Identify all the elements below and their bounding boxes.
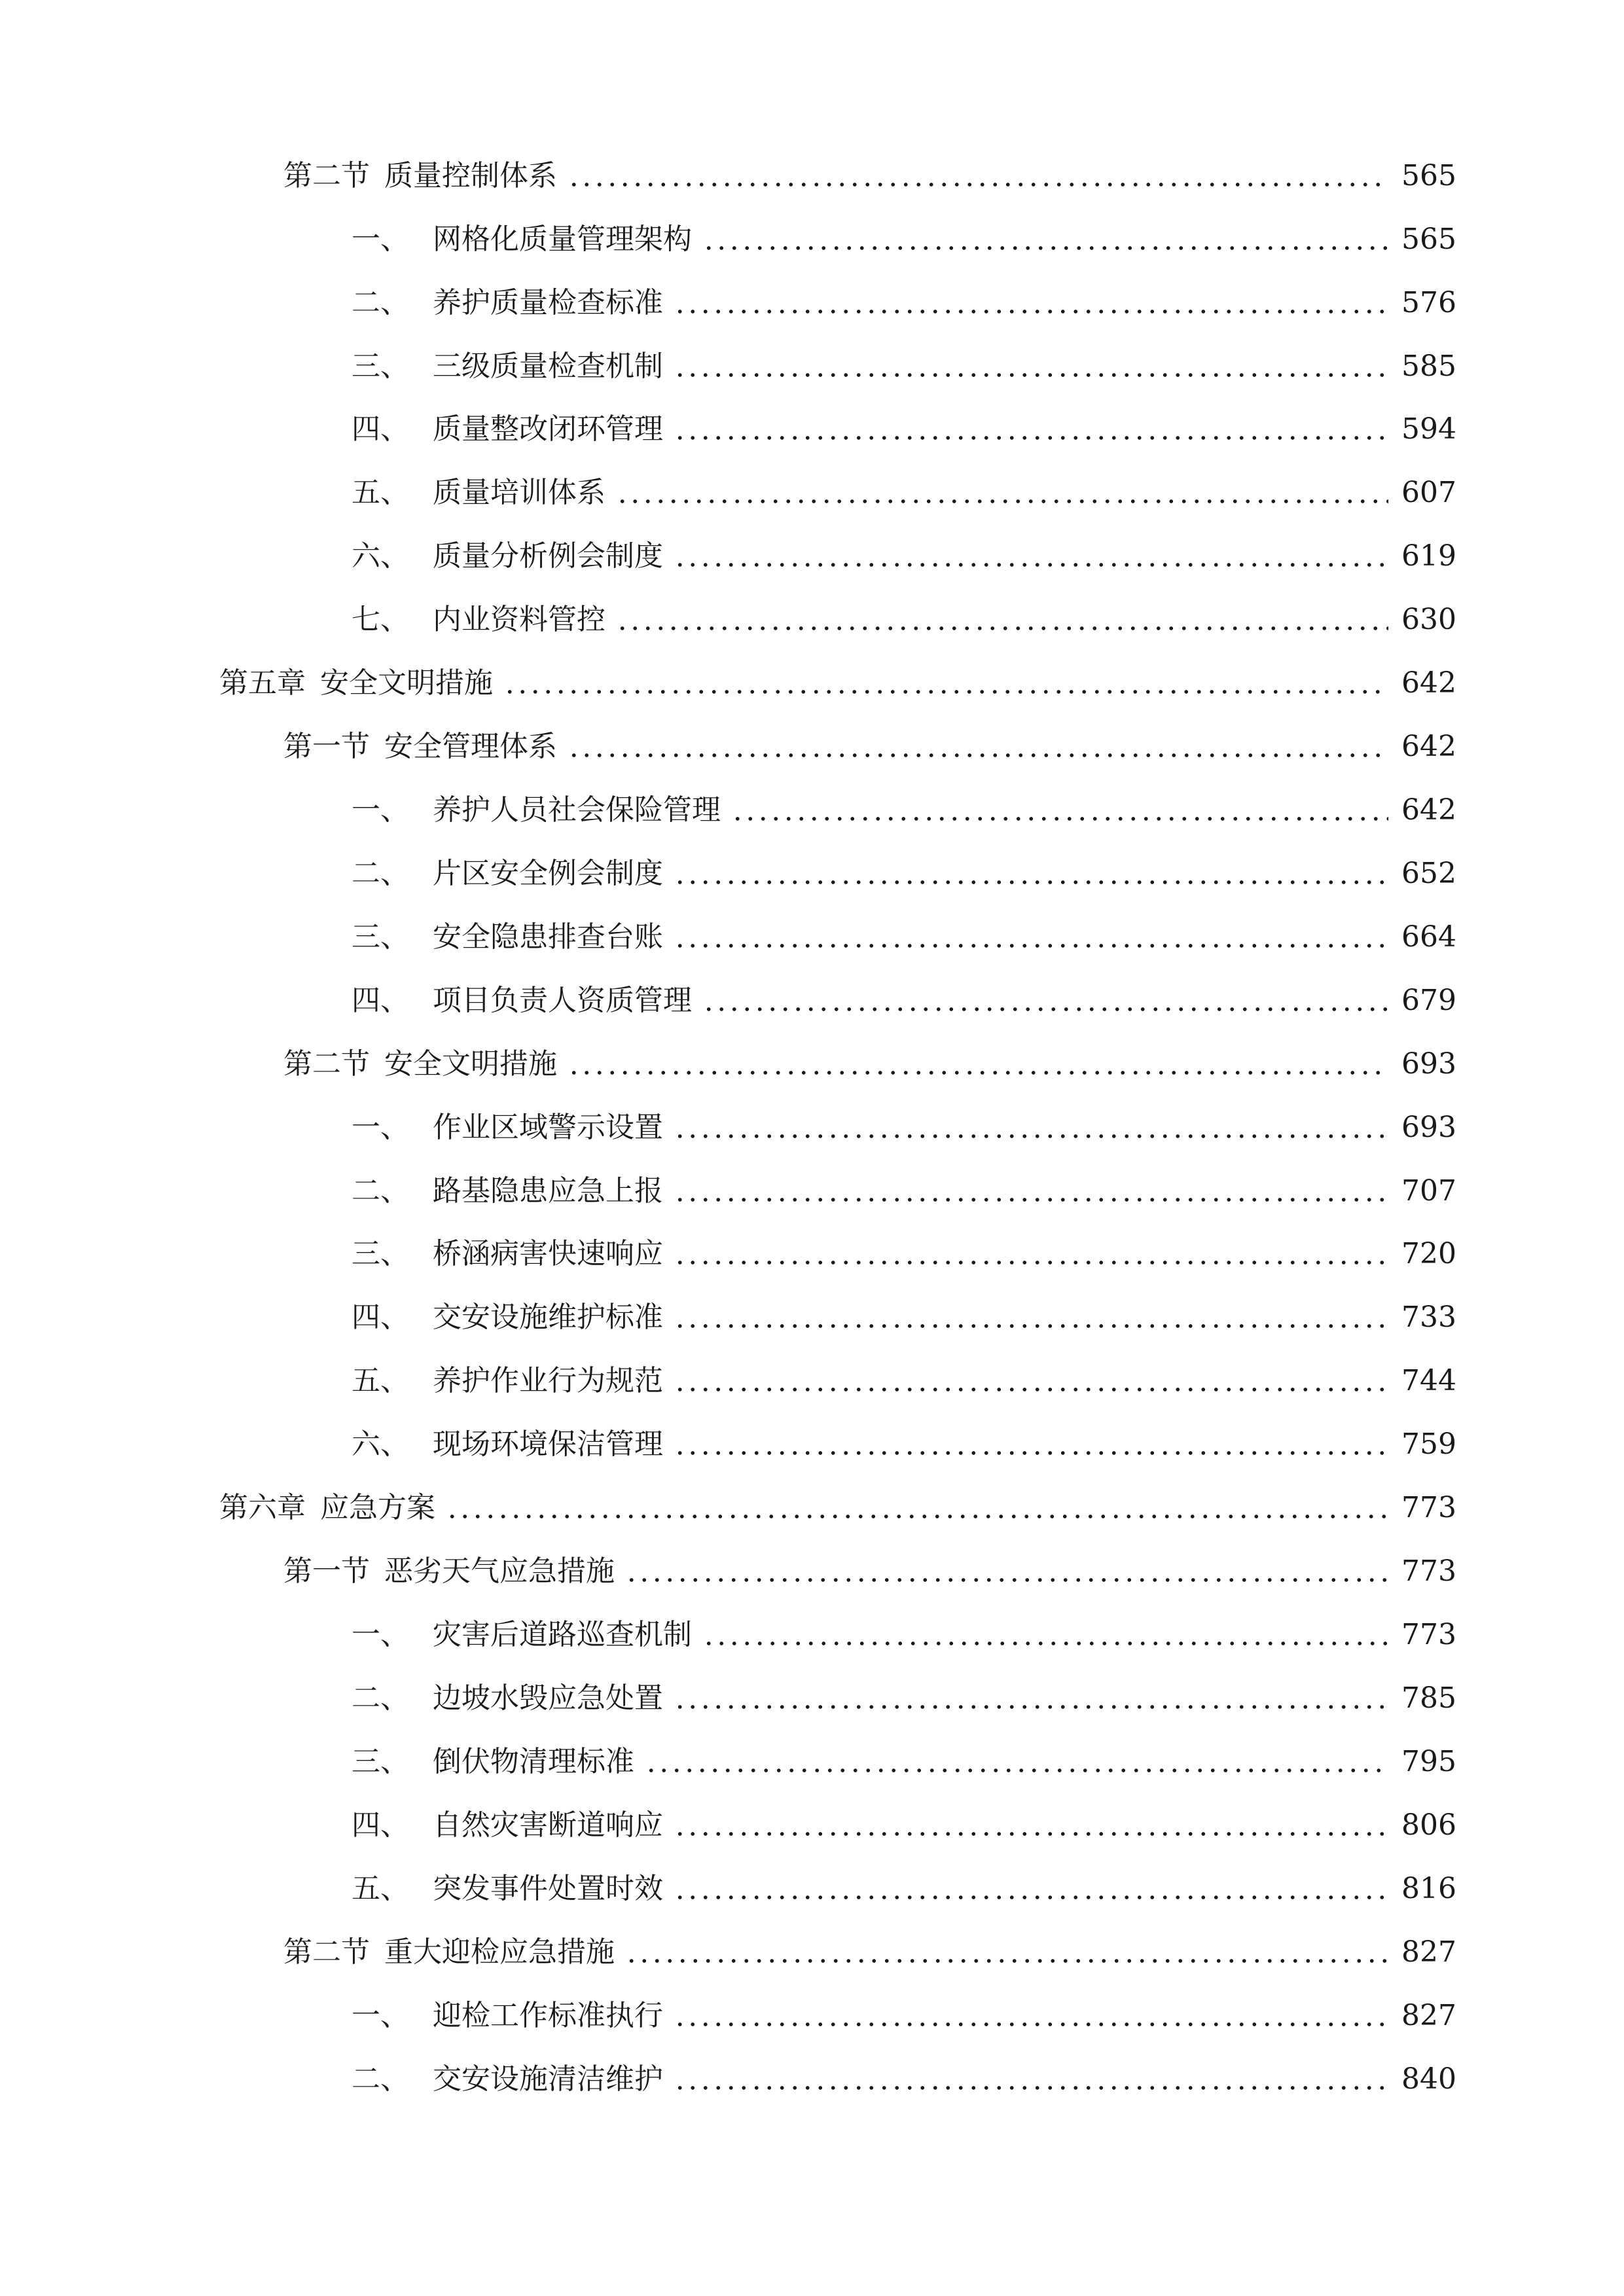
toc-title: 养护质量检查标准 bbox=[433, 286, 663, 319]
toc-item-entry[interactable] bbox=[0, 1168, 1456, 1215]
dot-leader bbox=[503, 690, 1388, 694]
toc-title: 安全隐患排查台账 bbox=[433, 920, 663, 954]
toc-title: 恶劣天气应急措施 bbox=[384, 1554, 615, 1588]
dot-leader bbox=[674, 1324, 1388, 1328]
toc-number: 六、 bbox=[352, 1427, 409, 1461]
dot-leader bbox=[446, 1515, 1388, 1518]
toc-title: 突发事件处置时效 bbox=[433, 1872, 663, 1905]
toc-title: 安全文明措施 bbox=[320, 666, 493, 700]
toc-item-entry[interactable] bbox=[0, 596, 1456, 643]
toc-page-number: 733 bbox=[1401, 1300, 1456, 1334]
dot-leader bbox=[674, 436, 1388, 440]
toc-number: 三、 bbox=[352, 350, 409, 383]
toc-number: 三、 bbox=[352, 1745, 409, 1778]
toc-page-number: 720 bbox=[1401, 1237, 1456, 1270]
toc-number: 一、 bbox=[352, 1999, 409, 2032]
toc-page-number: 642 bbox=[1401, 666, 1456, 700]
toc-number: 二、 bbox=[352, 286, 409, 319]
toc-title: 现场环境保洁管理 bbox=[433, 1427, 663, 1461]
dot-leader bbox=[702, 246, 1388, 250]
toc-title: 交安设施维护标准 bbox=[433, 1300, 663, 1334]
toc-item-entry[interactable] bbox=[0, 1802, 1456, 1849]
toc-title: 质量整改闭环管理 bbox=[433, 412, 663, 446]
toc-page-number: 576 bbox=[1401, 286, 1456, 319]
toc-item-entry[interactable] bbox=[0, 1992, 1456, 2039]
dot-leader bbox=[674, 1895, 1388, 1899]
toc-title: 路基隐患应急上报 bbox=[433, 1174, 663, 1208]
toc-number: 第二节 bbox=[283, 1935, 370, 1969]
toc-title: 作业区域警示设置 bbox=[433, 1111, 663, 1144]
toc-number: 一、 bbox=[352, 793, 409, 827]
toc-page-number: 773 bbox=[1401, 1618, 1456, 1651]
toc-item-entry[interactable] bbox=[0, 1611, 1456, 1659]
toc-title: 迎检工作标准执行 bbox=[433, 1999, 663, 2032]
toc-title: 质量培训体系 bbox=[433, 476, 605, 509]
toc-number: 四、 bbox=[352, 984, 409, 1017]
toc-title: 质量分析例会制度 bbox=[433, 539, 663, 573]
toc-number: 四、 bbox=[352, 1808, 409, 1842]
dot-leader bbox=[674, 1451, 1388, 1455]
toc-number: 第二节 bbox=[283, 1047, 370, 1081]
toc-number: 二、 bbox=[352, 2062, 409, 2096]
toc-item-entry[interactable] bbox=[0, 850, 1456, 897]
toc-number: 第二节 bbox=[283, 159, 370, 192]
toc-page-number: 827 bbox=[1401, 1999, 1456, 2032]
dot-leader bbox=[625, 1578, 1388, 1582]
toc-number: 三、 bbox=[352, 1237, 409, 1270]
dot-leader bbox=[674, 310, 1388, 314]
toc-number: 第六章 bbox=[219, 1491, 306, 1524]
toc-page-number: 759 bbox=[1401, 1427, 1456, 1461]
toc-title: 边坡水毁应急处置 bbox=[433, 1681, 663, 1715]
toc-page-number: 773 bbox=[1401, 1554, 1456, 1588]
toc-page-number: 594 bbox=[1401, 412, 1456, 446]
toc-number: 五、 bbox=[352, 1364, 409, 1397]
toc-item-entry[interactable] bbox=[0, 1421, 1456, 1468]
toc-title: 应急方案 bbox=[320, 1491, 435, 1524]
toc-item-entry[interactable] bbox=[0, 914, 1456, 961]
toc-item-entry[interactable] bbox=[0, 216, 1456, 263]
toc-number: 第五章 bbox=[219, 666, 306, 700]
toc-chapter-entry[interactable] bbox=[0, 1484, 1456, 1532]
dot-leader bbox=[674, 1705, 1388, 1709]
toc-item-entry[interactable] bbox=[0, 2056, 1456, 2103]
toc-page-number: 693 bbox=[1401, 1047, 1456, 1081]
toc-title: 自然灾害断道响应 bbox=[433, 1808, 663, 1842]
toc-page-number: 773 bbox=[1401, 1491, 1456, 1524]
toc-item-entry[interactable] bbox=[0, 469, 1456, 516]
toc-page-number: 652 bbox=[1401, 857, 1456, 890]
toc-item-entry[interactable] bbox=[0, 279, 1456, 327]
toc-number: 二、 bbox=[352, 857, 409, 890]
dot-leader bbox=[674, 944, 1388, 948]
toc-item-entry[interactable] bbox=[0, 977, 1456, 1024]
dot-leader bbox=[616, 499, 1388, 503]
toc-section-entry[interactable] bbox=[0, 1548, 1456, 1595]
toc-title: 网格化质量管理架构 bbox=[433, 223, 692, 256]
toc-number: 第一节 bbox=[283, 1554, 370, 1588]
dot-leader bbox=[731, 817, 1388, 821]
toc-page-number: 565 bbox=[1401, 223, 1456, 256]
toc-title: 交安设施清洁维护 bbox=[433, 2062, 663, 2096]
toc-page-number: 642 bbox=[1401, 730, 1456, 763]
toc-item-entry[interactable] bbox=[0, 533, 1456, 580]
dot-leader bbox=[674, 2086, 1388, 2090]
toc-item-entry[interactable] bbox=[0, 1865, 1456, 1912]
dot-leader bbox=[674, 1261, 1388, 1265]
toc-number: 五、 bbox=[352, 1872, 409, 1905]
dot-leader bbox=[674, 1832, 1388, 1836]
dot-leader bbox=[568, 753, 1388, 757]
toc-page-number: 664 bbox=[1401, 920, 1456, 954]
toc-title: 片区安全例会制度 bbox=[433, 857, 663, 890]
toc-title: 养护作业行为规范 bbox=[433, 1364, 663, 1397]
dot-leader bbox=[702, 1641, 1388, 1645]
toc-page-number: 565 bbox=[1401, 159, 1456, 192]
toc-number: 五、 bbox=[352, 476, 409, 509]
dot-leader bbox=[674, 1134, 1388, 1138]
dot-leader bbox=[674, 1198, 1388, 1202]
toc-number: 第一节 bbox=[283, 730, 370, 763]
toc-item-entry[interactable] bbox=[0, 1357, 1456, 1405]
toc-item-entry[interactable] bbox=[0, 406, 1456, 453]
toc-page-number: 679 bbox=[1401, 984, 1456, 1017]
toc-number: 四、 bbox=[352, 412, 409, 446]
toc-item-entry[interactable] bbox=[0, 787, 1456, 834]
toc-section-entry[interactable] bbox=[0, 1929, 1456, 1976]
toc-title: 三级质量检查机制 bbox=[433, 350, 663, 383]
toc-page-number: 816 bbox=[1401, 1872, 1456, 1905]
dot-leader bbox=[625, 1959, 1388, 1963]
toc-title: 重大迎检应急措施 bbox=[384, 1935, 615, 1969]
toc-chapter-entry[interactable] bbox=[0, 660, 1456, 707]
toc-number: 四、 bbox=[352, 1300, 409, 1334]
dot-leader bbox=[674, 373, 1388, 377]
toc-page-number: 795 bbox=[1401, 1745, 1456, 1778]
toc-page-number: 840 bbox=[1401, 2062, 1456, 2096]
toc-page-number: 607 bbox=[1401, 476, 1456, 509]
toc-number: 二、 bbox=[352, 1174, 409, 1208]
dot-leader bbox=[568, 1071, 1388, 1075]
toc-title: 内业资料管控 bbox=[433, 603, 605, 636]
toc-section-entry[interactable] bbox=[0, 152, 1456, 200]
toc-number: 一、 bbox=[352, 1618, 409, 1651]
toc-page-number: 693 bbox=[1401, 1111, 1456, 1144]
toc-page-number: 785 bbox=[1401, 1681, 1456, 1715]
toc-number: 六、 bbox=[352, 539, 409, 573]
toc-item-entry[interactable] bbox=[0, 1104, 1456, 1151]
toc-section-entry[interactable] bbox=[0, 723, 1456, 770]
toc-number: 一、 bbox=[352, 1111, 409, 1144]
dot-leader bbox=[674, 1388, 1388, 1391]
toc-number: 一、 bbox=[352, 223, 409, 256]
toc-page-number: 642 bbox=[1401, 793, 1456, 827]
dot-leader bbox=[568, 183, 1388, 187]
toc-item-entry[interactable] bbox=[0, 1738, 1456, 1785]
toc-number: 七、 bbox=[352, 603, 409, 636]
toc-item-entry[interactable] bbox=[0, 343, 1456, 390]
toc-title: 倒伏物清理标准 bbox=[433, 1745, 634, 1778]
toc-title: 灾害后道路巡查机制 bbox=[433, 1618, 692, 1651]
toc-item-entry[interactable] bbox=[0, 1294, 1456, 1341]
toc-title: 安全文明措施 bbox=[384, 1047, 557, 1081]
dot-leader bbox=[702, 1007, 1388, 1011]
toc-title: 安全管理体系 bbox=[384, 730, 557, 763]
dot-leader bbox=[674, 563, 1388, 567]
toc-item-entry[interactable] bbox=[0, 1230, 1456, 1278]
dot-leader bbox=[616, 626, 1388, 630]
toc-title: 养护人员社会保险管理 bbox=[433, 793, 721, 827]
toc-page-number: 630 bbox=[1401, 603, 1456, 636]
toc-page-number: 619 bbox=[1401, 539, 1456, 573]
toc-page-number: 585 bbox=[1401, 350, 1456, 383]
toc-page-number: 806 bbox=[1401, 1808, 1456, 1842]
dot-leader bbox=[674, 880, 1388, 884]
toc-title: 桥涵病害快速响应 bbox=[433, 1237, 663, 1270]
dot-leader bbox=[674, 2022, 1388, 2026]
dot-leader bbox=[645, 1768, 1388, 1772]
toc-title: 质量控制体系 bbox=[384, 159, 557, 192]
toc-page-number: 827 bbox=[1401, 1935, 1456, 1969]
toc-section-entry[interactable] bbox=[0, 1041, 1456, 1088]
toc-number: 二、 bbox=[352, 1681, 409, 1715]
toc-item-entry[interactable] bbox=[0, 1675, 1456, 1722]
toc-page-number: 707 bbox=[1401, 1174, 1456, 1208]
toc-title: 项目负责人资质管理 bbox=[433, 984, 692, 1017]
toc-page-number: 744 bbox=[1401, 1364, 1456, 1397]
toc-number: 三、 bbox=[352, 920, 409, 954]
